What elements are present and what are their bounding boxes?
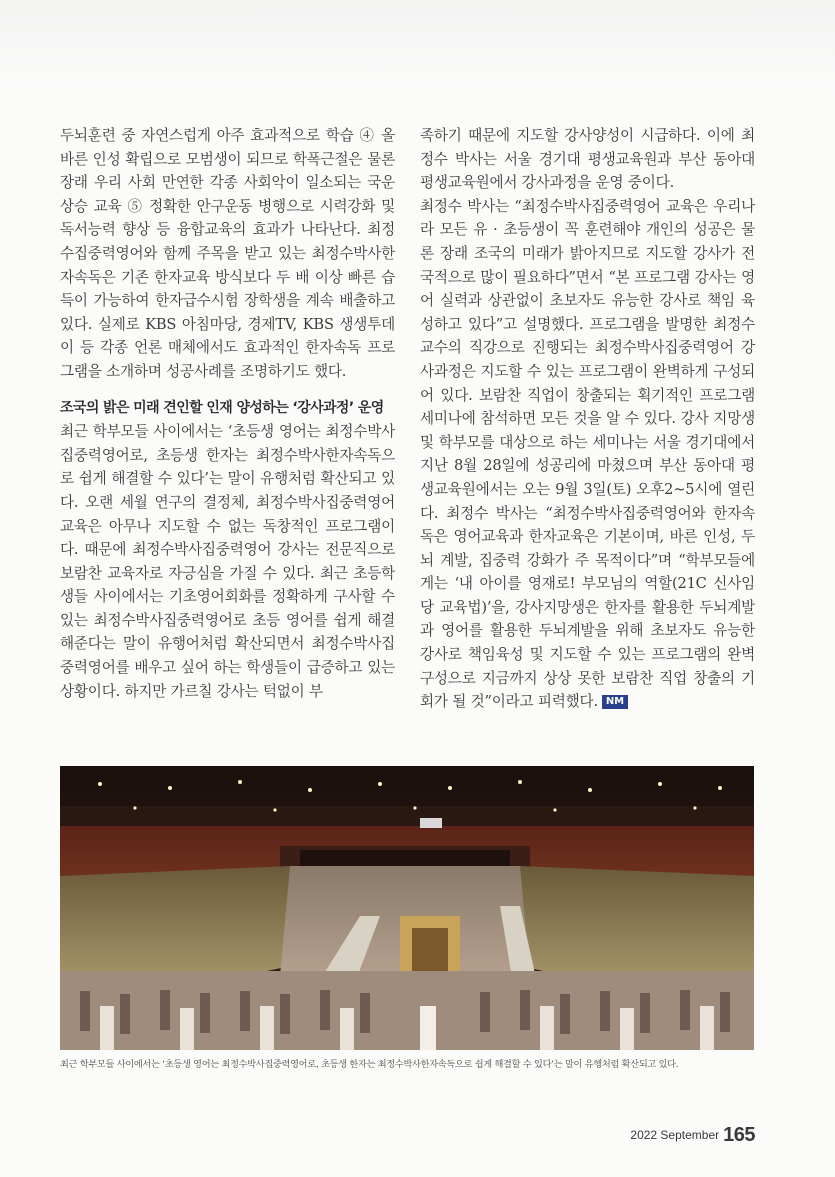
left-paragraph-2: 최근 학부모들 사이에서는 ‘초등생 영어는 최정수박사집중력영어로, 초등생 한자는 최정수박사한자속독으로 쉽게 해결할 수 있다’는 말이 유행처럼 확산되고 있다. 오랜 세월 연구의 결정체, 최정수박사집중력영어 교육은 아무나 지도할 수 없는 독창적인 프로그램이다. 때문에 최정수박사집중력영어 강사는 전문직으로 보람찬 교육자로 자긍심을 가질 수 있다. 최근 초등학생들 사이에서는 기초영어회화를 정확하게 구사할 수 있는 최정수박사집중력영어로 초등 영어를 쉽게 해결해준다는 말이 유행어처럼 확산되면서 최정수박사집중력영어를 배우고 싶어 하는 학생들이 급증하고 있는 상황이다. 하지만 가르칠 강사는 턱없이 부 bbox=[60, 423, 395, 700]
section-subheading: 조국의 밝은 미래 견인할 인재 양성하는 ‘강사과정’ 운영 bbox=[60, 399, 384, 416]
article-right-column bbox=[420, 124, 755, 714]
right-paragraph-2 bbox=[420, 195, 755, 714]
photo-caption: 최근 학부모들 사이에서는 ‘초등생 영어는 최정수박사집중력영어로, 초등생 한자는 최정수박사한자속독으로 쉽게 해결할 수 있다’는 말이 유행처럼 확산되고 있다. bbox=[60, 1059, 679, 1070]
article-end-mark: NM bbox=[602, 695, 628, 709]
page-top-band bbox=[0, 0, 835, 92]
right-paragraph-1: 족하기 때문에 지도할 강사양성이 시급하다. 이에 최정수 박사는 서울 경기대 평생교육원과 부산 동아대 평생교육원에서 강사과정을 운영 중이다. bbox=[420, 127, 755, 192]
article-left-column bbox=[60, 124, 395, 703]
page-number: 165 bbox=[723, 1124, 755, 1146]
right-paragraph-2-text: 최정수 박사는 “최정수박사집중력영어 교육은 우리나라 모든 유 · 초등생이 꼭 훈련해야 개인의 성공은 물론 장래 조국의 미래가 밝아지므로 지도할 강사가 전국적으로 많이 필요하다”면서 “본 프로그램 강사는 영어 실력과 상관없이 초보자도 유능한 강사로 책임 육성하고 있다”고 설명했다. 프로그램을 발명한 최정수 교수의 직강으로 진행되는 최정수박사집중력영어 강사과정은 지도할 수 있는 프로그램이 완벽하게 구성되어 있다. 보람찬 직업이 창출되는 획기적인 프로그램 세미나에 참석하면 모든 것을 알 수 있다. 강사 지망생 및 학부모를 대상으로 하는 세미나는 서울 경기대에서 지난 8월 28일에 성공리에 마쳤으며 부산 동아대 평생교육원에서는 오는 9월 3일(토) 오후2~5시에 열린다. 최정수 박사는 “최정수박사집중력영어와 한자속독은 영어교육과 한자교육은 기본이며, 바른 인성, 두뇌 계발, 집중력 강화가 주 목적이다”며 “학부모들에게는 ‘내 아이를 영재로! 부모님의 역할(21C 신사임당 교육법)’을, 강사지망생은 한자를 활용한 두뇌계발과 영어를 활용한 두뇌계발을 위해 초보자도 유능한 강사로 책임육성 및 지도할 수 있는 프로그램의 완벽구성으로 지금까지 상상 못한 보람찬 직업 창출의 기회가 될 것”이라고 피력했다. bbox=[420, 197, 755, 711]
issue-date: 2022 September bbox=[630, 1128, 720, 1142]
page-footer bbox=[630, 1124, 755, 1147]
seminar-auditorium-photo bbox=[60, 766, 754, 1050]
left-paragraph-1: 두뇌훈련 중 자연스럽게 아주 효과적으로 학습 ④ 올바른 인성 확립으로 모범생이 되므로 학폭근절은 물론 장래 우리 사회 만연한 각종 사회악이 일소되는 국운상승 교육 ⑤ 정확한 안구운동 병행으로 시력강화 및 독서능력 향상 등 융합교육의 효과가 나타난다. 최정수집중력영어와 함께 주목을 받고 있는 최정수박사한자속독은 기존 한자교육 방식보다 두 배 이상 빠른 습득이 가능하여 한자급수시험 장학생을 계속 배출하고 있다. 실제로 KBS 아침마당, 경제TV, KBS 생생투데이 등 각종 언론 매체에서도 효과적인 한자속독 프로그램을 소개하며 성공사례를 조명하기도 했다. bbox=[60, 127, 395, 380]
